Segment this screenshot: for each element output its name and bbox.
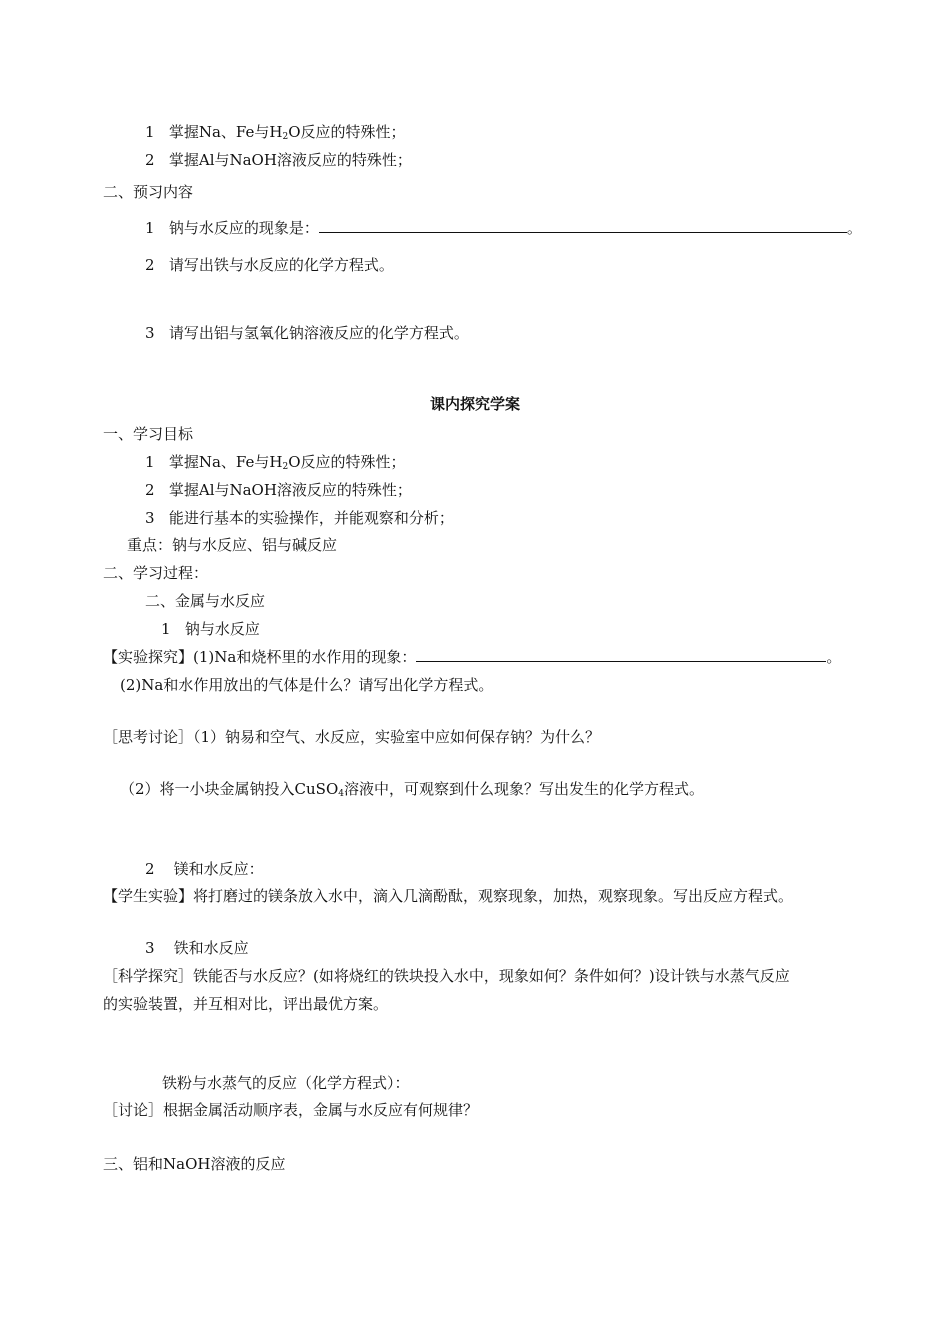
item-text-post: O反应的特殊性； [288,453,406,471]
question-text-post: 溶液中，可观察到什么现象？写出发生的化学方程式。 [344,780,705,798]
question-text: 请写出铁与水反应的化学方程式。 [168,256,394,274]
discussion-question-2 [120,779,704,804]
item-text: 镁和水反应： [173,860,264,878]
section-title: 课内探究学案 [429,395,520,413]
item-text: 钠与水反应 [184,620,260,638]
item-text-pre: 掌握Na、Fe与H [168,123,283,141]
experiment-label: 【学生实验】 [103,887,194,905]
item-number: 2 [145,860,155,878]
question-text: 请写出铝与氢氧化钠溶液反应的化学方程式。 [168,324,469,342]
item-text-pre: 掌握Na、Fe与H [168,453,283,471]
learning-goal-1 [145,452,406,477]
science-inquiry-line-2: 的实验装置，并互相对比，评出最优方案。 [103,995,389,1013]
answer-blank[interactable] [416,647,826,662]
learning-goals-heading: 一、学习目标 [103,425,194,443]
sodium-water-heading [161,619,260,639]
experiment-question-1 [103,647,841,667]
item-text: 能进行基本的实验操作，并能观察和分析； [168,509,454,527]
item-number: 2 [145,481,155,499]
item-text: 掌握Al与NaOH溶液反应的特殊性； [168,481,412,499]
item-number: 1 [145,219,155,237]
question-text: (1)Na和烧杯里的水作用的现象： [193,648,417,666]
item-number: 1 [145,123,155,141]
subscript: 2 [282,132,289,142]
experiment-text: 将打磨过的镁条放入水中，滴入几滴酚酞，观察现象，加热，观察现象。写出反应方程式。 [193,887,794,905]
learning-goal-2 [145,480,412,500]
item-text: 铁和水反应 [173,939,249,957]
item-number: 3 [145,324,155,342]
discussion-question-1: ［思考讨论］（1）钠易和空气、水反应，实验室中应如何保存钠？为什么？ [103,728,601,746]
preview-question-1 [145,218,862,238]
item-number: 3 [145,939,155,957]
iron-water-heading [145,938,249,958]
subscript: 4 [338,789,344,799]
metal-water-heading: 二、金属与水反应 [145,592,266,610]
item-number: 3 [145,509,155,527]
question-text-pre: （2）将一小块金属钠投入CuSO [120,780,339,798]
student-experiment [103,886,793,906]
key-points: 重点：钠与水反应、铝与碱反应 [127,536,338,554]
preview-objective-1 [145,122,406,147]
iron-steam-reaction: 铁粉与水蒸气的反应（化学方程式）： [162,1074,410,1092]
learning-goal-3 [145,508,454,528]
item-number: 2 [145,151,155,169]
period: 。 [826,648,842,666]
preview-objective-2 [145,150,412,170]
answer-blank[interactable] [319,218,847,233]
science-inquiry-line-1: ［科学探究］铁能否与水反应？(如将烧红的铁块投入水中，现象如何？条件如何？)设计铁与水蒸气反应 [103,967,790,985]
period: 。 [846,219,862,237]
experiment-question-2: (2)Na和水作用放出的气体是什么？请写出化学方程式。 [120,676,494,694]
item-number: 1 [145,453,155,471]
subscript: 2 [282,462,289,472]
discussion-question-3: ［讨论］根据金属活动顺序表，金属与水反应有何规律？ [103,1101,479,1119]
experiment-label: 【实验探究】 [103,648,194,666]
aluminum-naoh-heading: 三、铝和NaOH溶液的反应 [103,1155,286,1173]
item-text-post: O反应的特殊性； [288,123,406,141]
magnesium-water-heading [145,859,264,879]
question-text: 钠与水反应的现象是： [168,219,319,237]
item-number: 2 [145,256,155,274]
preview-question-3 [145,323,469,343]
process-heading: 二、学习过程： [103,564,209,582]
item-number: 1 [161,620,171,638]
preview-question-2 [145,255,394,275]
item-text: 掌握Al与NaOH溶液反应的特殊性； [168,151,412,169]
preview-content-heading: 二、预习内容 [103,183,194,201]
